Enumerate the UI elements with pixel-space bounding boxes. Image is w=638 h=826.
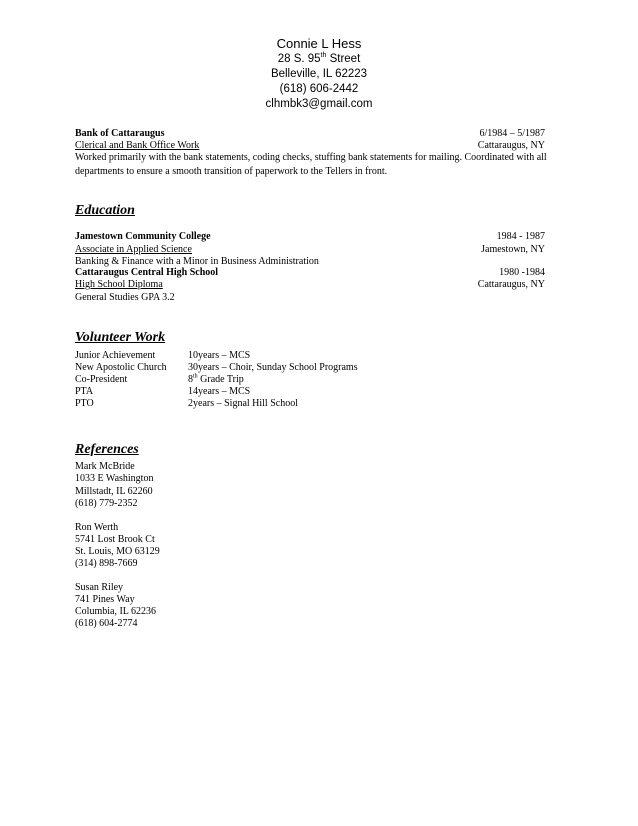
school-1-row [75, 231, 545, 243]
school-dates: 1980 -1984 [499, 267, 545, 278]
school-location: Cattaraugus, NY [477, 279, 545, 290]
volunteer-item [75, 386, 251, 398]
reference-name: Ron Werth [75, 522, 119, 533]
education-heading: Education [75, 203, 135, 218]
volunteer-desc: 2years – Signal Hill School [188, 398, 298, 409]
school-degree: Associate in Applied Science [75, 244, 192, 255]
school-degree: High School Diploma [75, 279, 163, 290]
school-dates: 1984 - 1987 [496, 231, 545, 242]
experience-employer-row [75, 128, 545, 140]
volunteer-item [75, 373, 244, 386]
volunteer-desc: 10years – MCS [188, 350, 251, 361]
school-2-row [75, 267, 545, 279]
reference-address-line-2: Columbia, IL 62236 [75, 606, 157, 617]
references-heading: References [75, 442, 139, 457]
school-2-detail: General Studies GPA 3.2 [75, 292, 175, 303]
volunteer-item [75, 350, 251, 362]
employment-dates: 6/1984 – 5/1987 [479, 128, 545, 139]
street-prefix: 28 S. 95 [277, 53, 321, 65]
school-2-degree-row [75, 279, 545, 291]
reference-phone: (314) 898-7669 [75, 558, 138, 569]
reference-address-line-2: Millstadt, IL 62260 [75, 486, 153, 497]
volunteer-org: Co-President [75, 374, 128, 385]
volunteer-desc: 8 [188, 374, 193, 385]
volunteer-desc-suffix: Grade Trip [197, 374, 244, 385]
volunteer-item [75, 362, 358, 374]
school-name: Jamestown Community College [75, 231, 211, 242]
reference-address-line-1: 5741 Lost Brook Ct [75, 534, 155, 545]
city-state-zip: Belleville, IL 62223 [270, 68, 368, 80]
school-1-degree-row [75, 244, 545, 256]
volunteer-org: New Apostolic Church [75, 362, 167, 373]
applicant-name: Connie L Hess [276, 36, 362, 51]
volunteer-desc-ordinal: th [193, 373, 198, 380]
reference-address-line-1: 741 Pines Way [75, 594, 135, 605]
volunteer-org: Junior Achievement [75, 350, 156, 361]
volunteer-desc: 14years – MCS [188, 386, 251, 397]
reference-phone: (618) 779-2352 [75, 498, 138, 509]
reference-phone: (618) 604-2774 [75, 618, 138, 629]
volunteer-org: PTA [75, 386, 94, 397]
street-suffix: Street [326, 53, 361, 65]
contact-header [0, 36, 638, 112]
employer-name: Bank of Cattaraugus [75, 128, 165, 139]
job-description: Worked primarily with the bank statements, coding checks, stuffing bank statements for mailing. Coordinated with all departments to ensure a smooth transition of paperwork to the Tellers in front. [75, 152, 547, 177]
reference-name: Mark McBride [75, 461, 135, 472]
school-1-detail: Banking & Finance with a Minor in Business Administration [75, 256, 319, 267]
volunteer-desc: 30years – Choir, Sunday School Programs [188, 362, 358, 373]
reference-address-line-2: St. Louis, MO 63129 [75, 546, 160, 557]
street-ordinal-suffix: th [320, 52, 327, 60]
reference-address-line-1: 1033 E Washington [75, 473, 154, 484]
school-location: Jamestown, NY [481, 244, 545, 255]
volunteer-item [75, 398, 298, 410]
job-title: Clerical and Bank Office Work [75, 140, 200, 151]
phone-number: (618) 606-2442 [279, 83, 359, 95]
volunteer-heading: Volunteer Work [75, 330, 166, 345]
street-address [0, 52, 638, 67]
school-name: Cattaraugus Central High School [75, 267, 219, 278]
email-address: clhmbk3@gmail.com [265, 98, 373, 110]
volunteer-org: PTO [75, 398, 94, 409]
reference-name: Susan Riley [75, 582, 124, 593]
volunteer-desc-group [188, 374, 244, 386]
job-location: Cattaraugus, NY [477, 140, 545, 151]
